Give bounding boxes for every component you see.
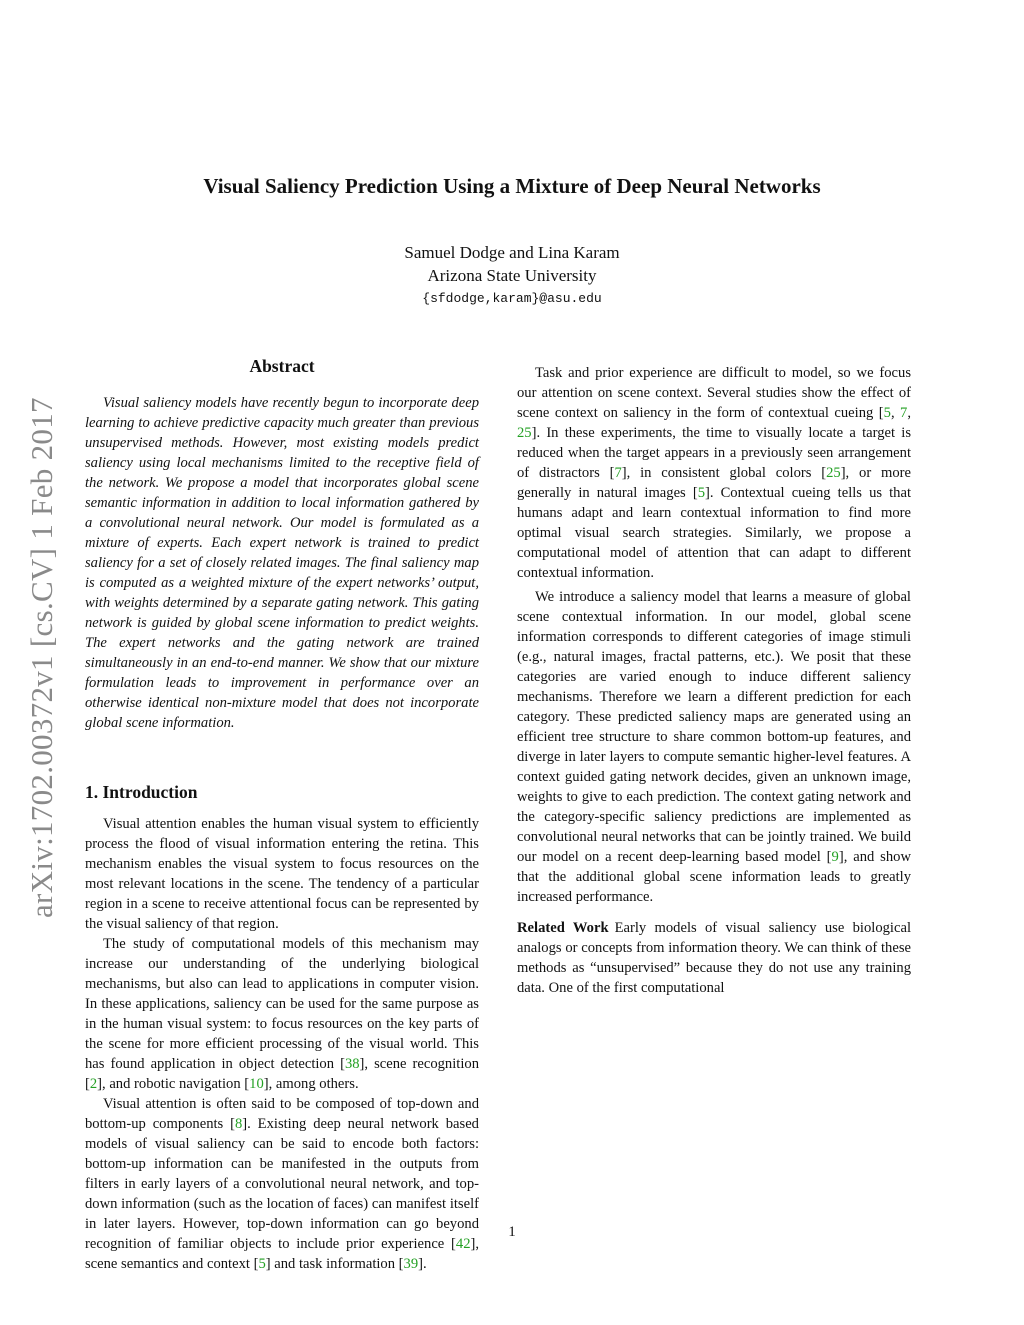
author-block [0, 241, 1024, 310]
citation-link[interactable]: 10 [249, 1076, 264, 1092]
citation-link[interactable]: 25 [826, 465, 841, 481]
section-heading-introduction: 1. Introduction [85, 782, 198, 802]
author-email: {sfdodge,karam}@asu.edu [422, 291, 602, 306]
affiliation: Arizona State University [427, 266, 597, 285]
citation-link[interactable]: 38 [344, 1056, 360, 1072]
intro-paragraph-5: We introduce a saliency model that learns a measure of global scene contextual information. In our model, global scene information corresponds to different categories of image stimuli (e.g., natural images, fractal patterns, etc.). We posit that these categories are varied enough to induce different saliency mechanisms. Therefore we learn a different prediction for each category. These predicted saliency maps are generated using an efficient tree structure to share common bottom-up features, and diverge in later layers to compute semantic higher-level features. A context guided gating network decides, given an unknown image, weights to give to each prediction. The context gating network and the category-specific saliency predictions are implemented as convolutional neural networks that can be jointly trained. We build our model on a recent deep-learning based model [9], and show that the additional global scene information leads to greatly increased performance. [517, 589, 911, 905]
left-column [85, 356, 479, 1274]
intro-paragraph-2: The study of computational models of this mechanism may increase our understanding of the underlying biological mechanisms, but also can lead to applications in computer vision. In these applications, saliency can be used for the same purpose as in the human visual system: to focus resources on the key parts of the scene for more efficient processing of the visual world. This has found application in object detection [38], scene recognition [2], and robotic navigation [10], among others. [85, 936, 479, 1092]
right-column [517, 359, 911, 998]
intro-paragraph-3: Visual attention is often said to be composed of top-down and bottom-up components [8]. Existing deep neural network based models of visual saliency can be said to encode both factors: bottom-up information can be manifested in the outputs from filters in early layers of a convolutional neural network, and top-down information (such as the location of faces) can manifest itself in later layers. However, top-down information can go beyond recognition of familiar objects to include prior experience [42], scene semantics and context [5] and task information [39]. [85, 1096, 479, 1272]
arxiv-stamp: arXiv:1702.00372v1 [cs.CV] 1 Feb 2017 [24, 397, 59, 919]
citation-link[interactable]: 5 [883, 405, 891, 421]
citation-link[interactable]: 25 [517, 425, 532, 441]
page-number: 1 [508, 1224, 516, 1240]
paper-title: Visual Saliency Prediction Using a Mixture of Deep Neural Networks [203, 174, 821, 198]
abstract-text: Visual saliency models have recently begun to incorporate deep learning to achieve predictive capacity much greater than previous unsupervised methods. However, most existing models predict saliency using local mechanisms limited to the receptive field of the network. We propose a model that incorporates global scene semantic information in addition to local information gathered by a convolutional neural network. Our model is formulated as a mixture of experts. Each expert network is trained to predict saliency for a set of closely related images. The final saliency map is computed as a weighted mixture of the expert networks’ output, with weights determined by a separate gating network. This gating network is guided by global scene information to predict weights. The expert networks and the gating network are trained simultaneously in an end-to-end manner. We show that our mixture formulation leads to improvement in performance over an otherwise identical non-mixture model that does not incorporate global scene information. [85, 395, 479, 731]
citation-link[interactable]: 5 [697, 485, 705, 501]
related-work-heading: Related Work [517, 920, 609, 936]
abstract-heading: Abstract [249, 356, 315, 376]
citation-link[interactable]: 39 [403, 1256, 419, 1272]
citation-link[interactable]: 9 [831, 849, 839, 865]
citation-link[interactable]: 2 [89, 1076, 98, 1092]
citation-link[interactable]: 42 [455, 1236, 471, 1252]
author-names: Samuel Dodge and Lina Karam [404, 243, 620, 262]
citation-link[interactable]: 7 [900, 405, 908, 421]
intro-paragraph-1: Visual attention enables the human visual system to efficiently process the flood of visual information entering the retina. This mechanism enables the visual system to focus resources on the most relevant locations in the scene. The tendency of a particular region in a scene to receive attentional focus can be represented by the visual saliency of that region. [85, 816, 479, 932]
citation-link[interactable]: 8 [234, 1116, 243, 1132]
citation-link[interactable]: 5 [258, 1256, 266, 1272]
citation-link[interactable]: 7 [614, 465, 622, 481]
intro-paragraph-4: Task and prior experience are difficult to model, so we focus our attention on scene context. Several studies show the effect of scene context on saliency in the form of contextual cueing [5, 7, 25]. In these experiments, the time to visually locate a target is reduced when the target appears in a previously seen arrangement of distractors [7], in consistent global colors [25], or more generally in natural images [5]. Contextual cueing tells us that humans adapt and learn contextual information to find more optimal visual search strategies. Similarly, we propose a computational model of attention that can adapt to different contextual information. [517, 365, 912, 581]
related-work-paragraph: Related Work Early models of visual saliency use biological analogs or concepts from information theory. We can think of these methods as “unsupervised” because they do not use any training data. One of the first computational [517, 920, 911, 996]
